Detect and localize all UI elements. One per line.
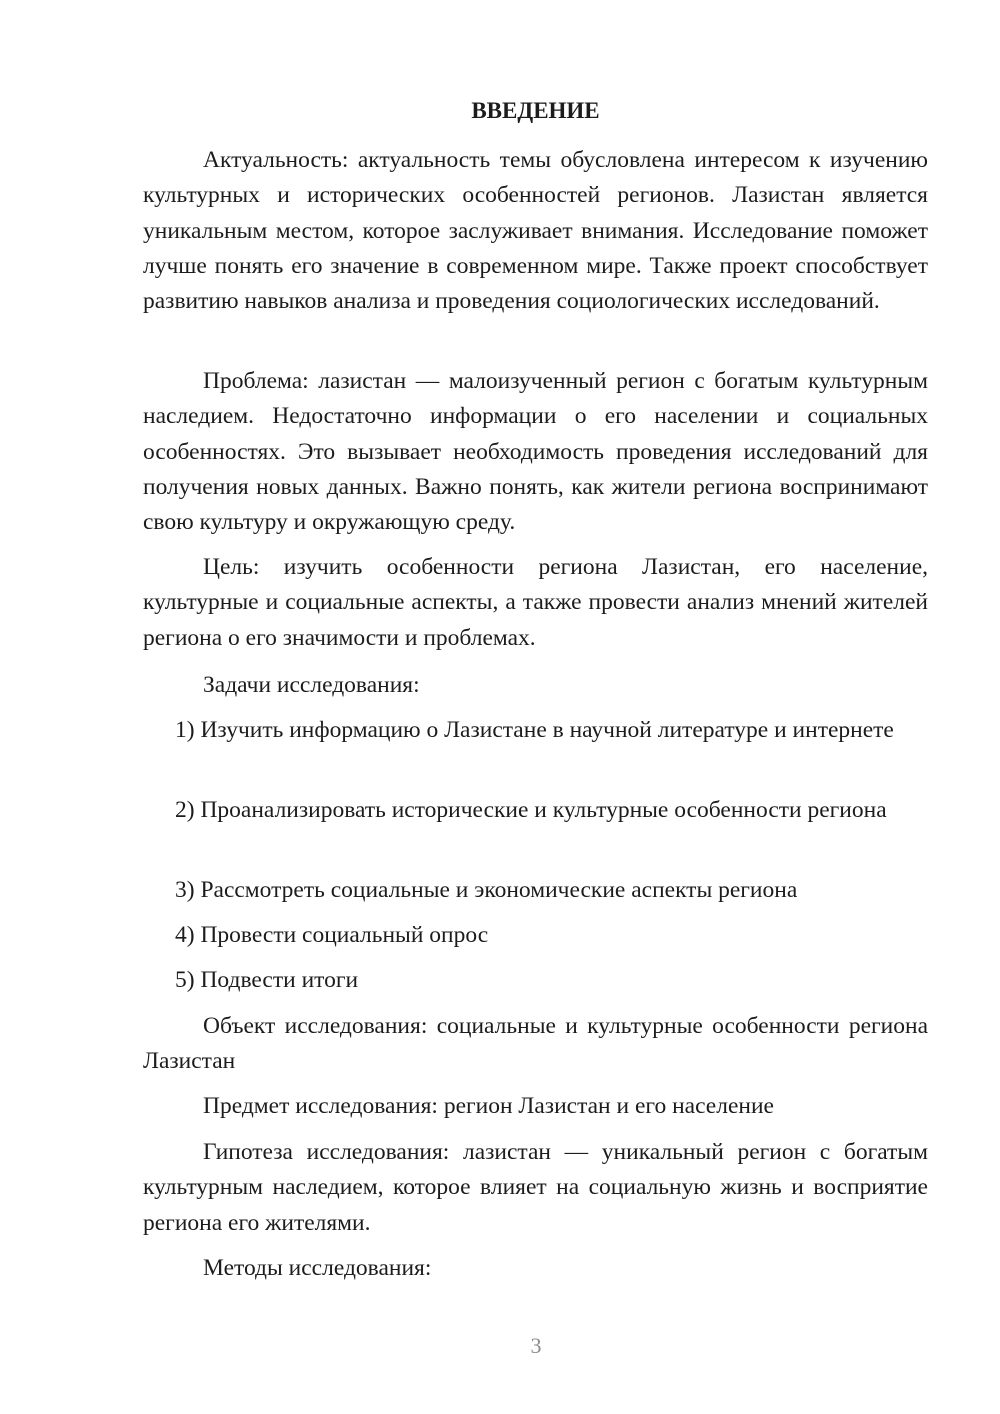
task-item-1: 1) Изучить информацию о Лазистане в научной литературе и интернете <box>175 717 894 743</box>
page-title-text: ВВЕДЕНИЕ <box>471 98 600 123</box>
methods-heading: Методы исследования: <box>203 1255 432 1281</box>
task-item-2: 2) Проанализировать исторические и культурные особенности региона <box>175 797 887 823</box>
object-paragraph: Объект исследования: социальные и культурные особенности региона Лазистан <box>143 1013 928 1075</box>
goal-paragraph: Цель: изучить особенности региона Лазистан, его население, культурные и социальные аспекты, а также провести анализ мнений жителей региона о его значимости и проблемах. <box>143 554 928 651</box>
task-item-4: 4) Провести социальный опрос <box>175 922 489 948</box>
problem-paragraph: Проблема: лазистан — малоизученный регион с богатым культурным наследием. Недостаточно информации о его населении и социальных особенностях. Это вызывает необходимость проведения исследований для получения новых данных. Важно понять, как жители региона воспринимают свою культуру и окружающую среду. <box>143 368 928 536</box>
subject-paragraph: Предмет исследования: регион Лазистан и его население <box>203 1093 774 1119</box>
task-item-3: 3) Рассмотреть социальные и экономические аспекты региона <box>175 877 798 903</box>
tasks-heading: Задачи исследования: <box>203 672 420 698</box>
task-item-5: 5) Подвести итоги <box>175 967 359 993</box>
hypothesis-paragraph: Гипотеза исследования: лазистан — уникальный регион с богатым культурным наследием, которое влияет на социальную жизнь и восприятие региона его жителями. <box>143 1139 928 1236</box>
page-title <box>143 96 928 126</box>
page-number: 3 <box>530 1333 542 1358</box>
relevance-paragraph: Актуальность: актуальность темы обусловлена интересом к изучению культурных и исторических особенностей регионов. Лазистан является уникальным местом, которое заслуживает внимания. Исследование поможет лучше понять его значение в современном мире. Также проект способствует развитию навыков анализа и проведения социологических исследований. <box>143 147 928 315</box>
